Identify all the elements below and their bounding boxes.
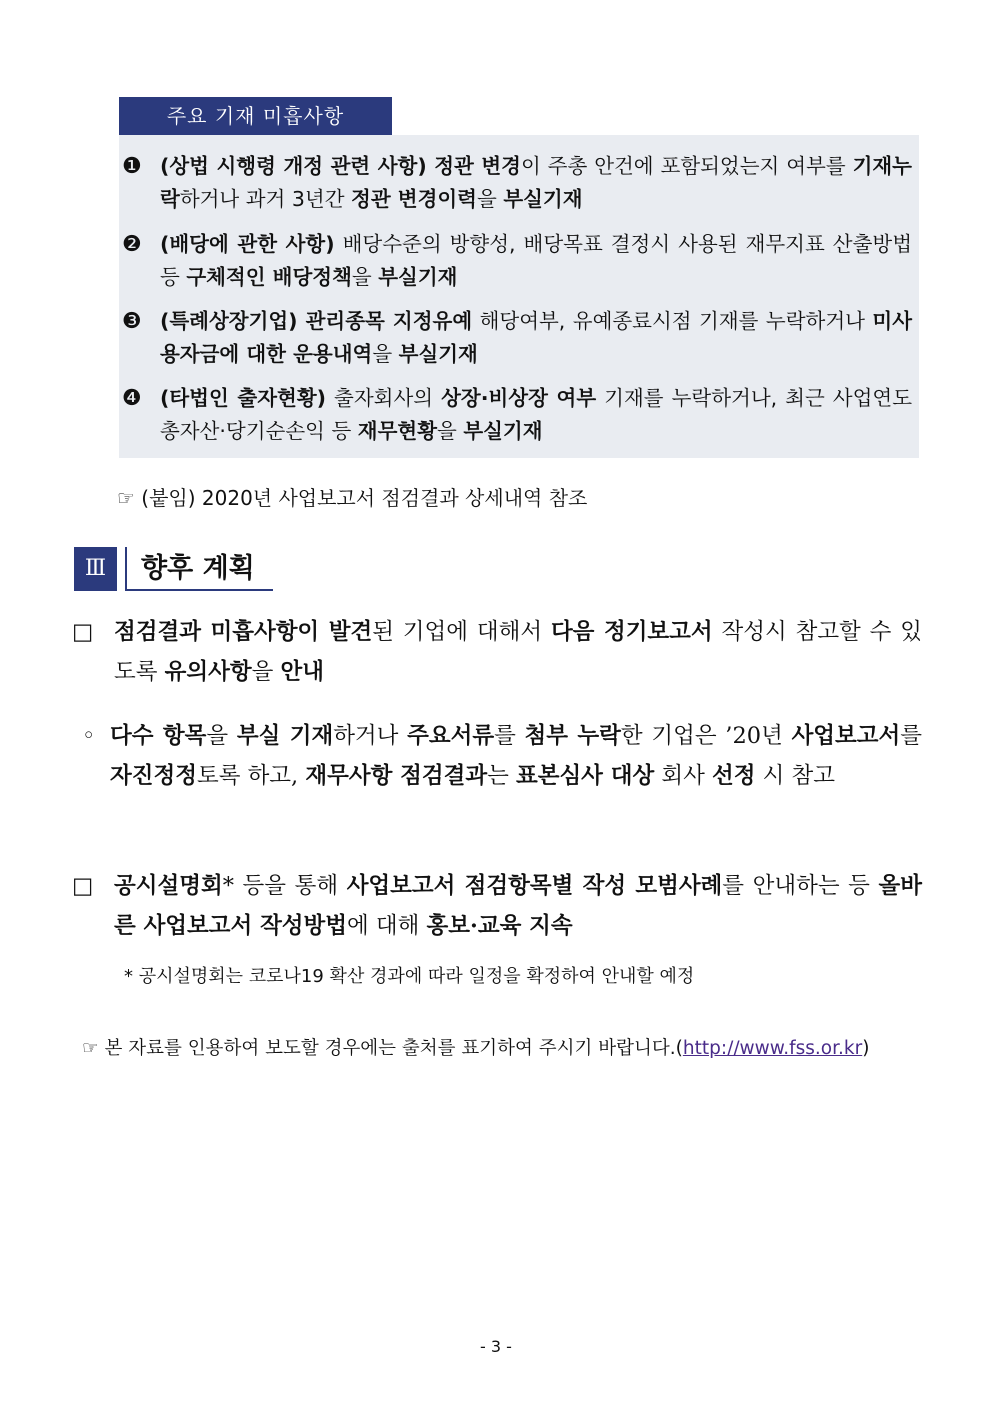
emphasis-text: 주요서류: [407, 723, 495, 749]
page-number: - 3 -: [480, 1337, 512, 1356]
citation-note: [82, 1034, 869, 1060]
emphasis-text: 부실 기재: [236, 723, 334, 749]
circle-bullet-icon: ◦: [82, 723, 96, 749]
emphasis-text: (배당에 관한 사항): [160, 232, 335, 256]
emphasis-text: 구체적인 배당정책: [186, 265, 352, 289]
body-text: 는: [487, 763, 516, 789]
body-text: 을: [351, 265, 379, 289]
plan-subparagraph: [82, 716, 922, 796]
summary-item-3: [122, 305, 912, 371]
emphasis-text: 부실기재: [378, 265, 458, 289]
body-text: 에 대해: [347, 913, 427, 939]
emphasis-text: 올바른 사업보고서 작성방법: [114, 873, 922, 939]
attachment-note: ☞ (붙임) 2020년 사업보고서 점검결과 상세내역 참조: [117, 486, 588, 510]
emphasis-text: 사업보고서 점검항목별 작성 모범사례: [346, 873, 723, 899]
box-title: 주요 기재 미흡사항: [119, 97, 392, 135]
body-text: 기재를 누락하거나, 최근 사업연도 총자산·당기순손익 등: [160, 386, 913, 443]
body-text: 회사: [654, 763, 712, 789]
emphasis-text: 부실기재: [503, 187, 583, 211]
emphasis-text: 자진정정: [110, 763, 197, 789]
item-text: [160, 305, 912, 371]
footnote: * 공시설명회는 코로나19 확산 경과에 따라 일정을 확정하여 안내할 예정: [124, 966, 695, 987]
checkbox-bullet-icon: □: [72, 873, 94, 899]
emphasis-text: 상장·비상장 여부: [441, 386, 597, 410]
item-number: ❹: [122, 386, 142, 411]
emphasis-text: 정관 변경이력: [351, 187, 477, 211]
emphasis-text: 기재누락: [160, 154, 912, 211]
body-text: 을: [372, 342, 399, 366]
emphasis-text: 표본심사 대상: [515, 763, 655, 789]
citation-suffix: ): [862, 1038, 870, 1059]
item-number: ❷: [122, 232, 142, 257]
emphasis-text: 재무사항 점검결과: [305, 763, 488, 789]
body-text: 을: [206, 723, 237, 749]
summary-item-1: [122, 150, 912, 216]
paragraph-text: [114, 612, 922, 692]
body-text: 해당여부, 유예종료시점 기재를 누락하거나: [472, 309, 873, 333]
emphasis-text: (상법 시행령 개정 관련 사항) 정관 변경: [160, 154, 521, 178]
item-text: [160, 150, 912, 216]
emphasis-text: 선정: [712, 763, 756, 789]
emphasis-text: 부실기재: [398, 342, 478, 366]
section-number: Ⅲ: [74, 547, 117, 591]
plan-paragraph-1: [72, 612, 922, 692]
emphasis-text: 점검결과 미흡사항이 발견: [114, 619, 373, 645]
emphasis-text: 미사용자금에 대한 운용내역: [160, 309, 912, 366]
body-text: 을: [437, 419, 464, 443]
emphasis-text: 첨부 누락: [524, 723, 621, 749]
section-title: 향후 계획: [125, 547, 273, 591]
body-text: 토록 하고,: [196, 763, 306, 789]
body-text: 를 안내하는 등: [722, 873, 879, 899]
body-text: 된 기업에 대해서: [372, 619, 551, 645]
checkbox-bullet-icon: □: [72, 619, 94, 645]
body-text: 작성시 참고할 수 있도록: [114, 619, 922, 685]
body-text: 을: [477, 187, 504, 211]
emphasis-text: 홍보·교육 지속: [426, 913, 573, 939]
body-text: * 등을 통해: [222, 873, 347, 899]
body-text: 를: [494, 723, 525, 749]
body-text: 하거나: [333, 723, 408, 749]
citation-prefix: ☞ 본 자료를 인용하여 보도할 경우에는 출처를 표기하여 주시기 바랍니다.(: [82, 1038, 683, 1059]
fss-link[interactable]: http://www.fss.or.kr: [682, 1038, 863, 1059]
body-text: 를: [900, 723, 922, 749]
emphasis-text: 공시설명회: [114, 873, 223, 899]
body-text: 배당수준의 방향성, 배당목표 결정시 사용된 재무지표 산출방법 등: [160, 232, 912, 289]
item-text: [160, 382, 912, 448]
body-text: 하거나 과거 3년간: [179, 187, 352, 211]
body-text: 시 참고: [755, 763, 835, 789]
summary-item-2: [122, 228, 912, 294]
item-text: [160, 228, 912, 294]
emphasis-text: (특례상장기업) 관리종목 지정유예: [160, 309, 473, 333]
body-text: 이 주총 안건에 포함되었는지 여부를: [520, 154, 853, 178]
item-number: ❶: [122, 154, 142, 179]
body-text: 출자회사의: [326, 386, 442, 410]
body-text: 을: [251, 659, 281, 685]
paragraph-text: [110, 716, 922, 796]
emphasis-text: 다음 정기보고서: [550, 619, 713, 645]
summary-item-4: [122, 382, 912, 448]
emphasis-text: 다수 항목: [110, 723, 207, 749]
emphasis-text: 부실기재: [463, 419, 543, 443]
paragraph-text: [114, 866, 922, 946]
plan-paragraph-2: [72, 866, 922, 946]
emphasis-text: 안내: [280, 659, 324, 685]
emphasis-text: 사업보고서: [791, 723, 901, 749]
emphasis-text: (타법인 출자현황): [160, 386, 327, 410]
emphasis-text: 유의사항: [164, 659, 252, 685]
item-number: ❸: [122, 309, 142, 334]
emphasis-text: 재무현황: [357, 419, 437, 443]
body-text: 한 기업은 ’20년: [620, 723, 792, 749]
